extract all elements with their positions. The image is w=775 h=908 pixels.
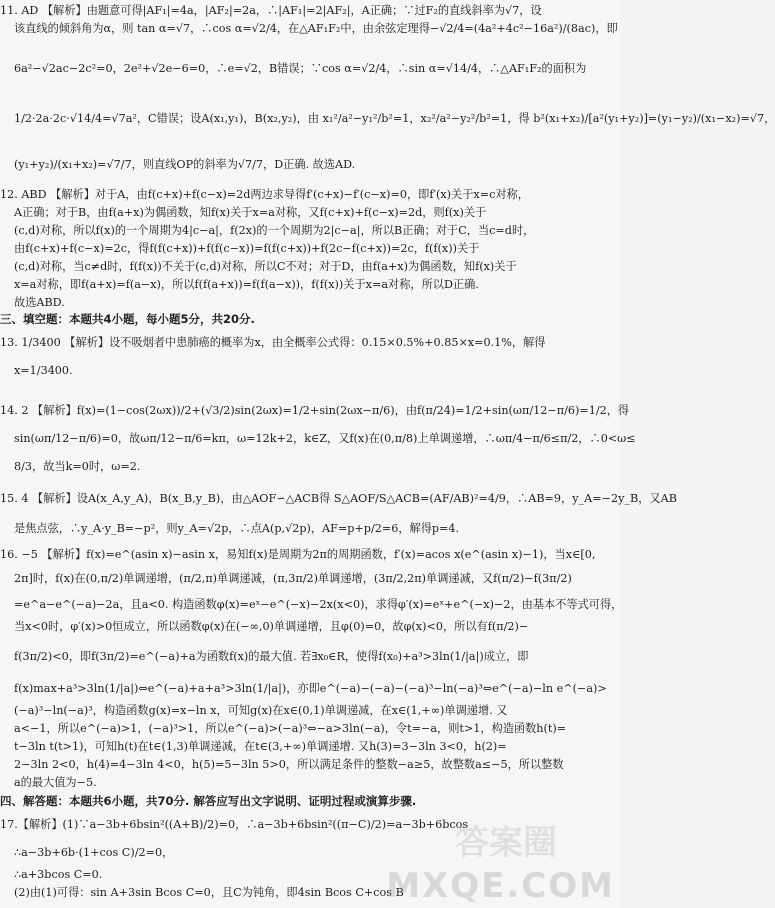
line-11-d: 1/2·2a·2c·√14/4=√7a²，C错误；设A(x₁,y₁)，B(x₂,y₂)，由 x₁²/a²−y₁²/b²=1，x₂²/a²−y₂²/b²=1，得 b²(x₁+x₂)/[a²(y₁+y₂)]=(y₁−y₂)/(x₁−x₂)=√7， [14, 112, 775, 125]
line-16-j: 2−3ln 2<0，h(4)=4−3ln 4<0，h(5)=5−3ln 5>0，所以满足条件的整数−a≥5，故整数a≤−5，所以整数 [14, 758, 564, 771]
line-14-c: 8/3，故当k=0时，ω=2. [14, 460, 141, 473]
line-17-b: ∴a−3b+6b·(1+cos C)/2=0， [14, 846, 174, 859]
line-11-b: 该直线的倾斜角为α，则 tan α=√7，∴cos α=√2/4，在△AF₁F₂中，由余弦定理得−√2/4=(4a²+4c²−16a²)/(8ac)，即 [14, 22, 618, 35]
line-16-c: =e^a−e^(−a)−2a，且a<0. 构造函数φ(x)=eˣ−e^(−x)−2x(x<0)，求得φ′(x)=eˣ+e^(−x)−2，由基本不等式可得， [14, 598, 623, 611]
line-12-b: A正确；对于B，由f(a+x)为偶函数，知f(x)关于x=a对称，又f(c+x)+f(c−x)=2d，则f(x)关于 [14, 206, 487, 219]
line-17-a: 17.【解析】(1)∵a−3b+6bsin²((A+B)/2)=0，∴a−3b+6bsin²((π−C)/2)=a−3b+6bcos [0, 818, 469, 831]
line-12-c: (c,d)对称，所以f(x)的一个周期为4|c−a|，f(2x)的一个周期为2|c−a|，所以B正确；对于C，当c=d时， [14, 224, 535, 237]
line-17-c: ∴a+3bcos C=0. [14, 868, 103, 881]
line-16-h: a<−1，所以e^(−a)>1，(−a)³>1，所以e^(−a)>(−a)³⇔−a>3ln(−a)，令t=−a，则t>1，构造函数h(t)= [14, 722, 567, 735]
line-16-i: t−3ln t(t>1)，可知h(t)在t∈(1,3)单调递减，在t∈(3,+∞)单调递增. 又h(3)=3−3ln 3<0，h(2)= [14, 740, 507, 753]
line-12-e: (c,d)对称，当c≠d时，f(f(x))不关于(c,d)对称，所以C不对；对于D，由f(a+x)为偶函数，知f(x)关于 [14, 260, 517, 273]
section-heading-fill-in: 三、填空题：本题共4小题，每小题5分，共20分. [0, 312, 255, 326]
line-16-e: f(3π/2)<0，即f(3π/2)=e^(−a)+a为函数f(x)的最大值. 若∃x₀∈R，使得f(x₀)+a³>3ln(1/|a|)成立，即 [14, 650, 529, 663]
line-16-a: 16. −5 【解析】f(x)=e^(asin x)−asin x，易知f(x)是周期为2π的周期函数，f′(x)=acos x(e^(asin x)−1)，当x∈[0, [0, 548, 596, 561]
line-12-g: 故选ABD. [14, 296, 65, 309]
line-16-d: 当x<0时，φ′(x)>0恒成立，所以函数φ(x)在(−∞,0)单调递增，且φ(0)=0，故φ(x)<0，所以有f(π/2)− [14, 620, 529, 633]
line-14-b: sin(ωπ/12−π/6)=0，故ωπ/12−π/6=kπ，ω=12k+2，k∈Z，又f(x)在(0,π/8)上单调递增，∴ωπ/4−π/6≤π/2，∴0<ω≤ [14, 432, 636, 445]
watermark-logo: 答案圈 [455, 823, 557, 863]
line-16-f: f(x)max+a³>3ln(1/|a|)⇔e^(−a)+a+a³>3ln(1/|a|)，亦即e^(−a)−(−a)−(−a)³−ln(−a)³⇔e^(−a)−ln e^(−a)> [14, 682, 607, 695]
line-17-d: (2)由(1)可得：sin A+3sin Bcos C=0，且C为钝角，即4sin Bcos C+cos B [14, 886, 404, 899]
section-heading-solutions: 四、解答题：本题共6小题，共70分. 解答应写出文字说明、证明过程或演算步骤. [0, 794, 417, 808]
line-11-a: 11. AD 【解析】由题意可得|AF₁|=4a，|AF₂|=2a，∴|AF₁|=2|AF₂|，A正确；∵过F₂的直线斜率为√7，设 [0, 4, 542, 17]
line-11-c: 6a²−√2ac−2c²=0，2e²+√2e−6=0，∴e=√2，B错误；∵cos α=√2/4，∴sin α=√14/4，∴△AF₁F₂的面积为 [14, 62, 587, 75]
line-16-k: a的最大值为−5. [14, 776, 97, 789]
line-12-d: 由f(c+x)+f(c−x)=2c，得f(f(c+x))+f(f(c−x))=f(f(c+x))+f(2c−f(c+x))=2c，f(f(x))关于 [14, 242, 480, 255]
line-12-a: 12. ABD 【解析】对于A，由f(c+x)+f(c−x)=2d两边求导得f′(c+x)−f′(c−x)=0，即f′(x)关于x=c对称， [0, 188, 529, 201]
line-16-g: (−a)³−ln(−a)³，构造函数g(x)=x−ln x，可知g(x)在x∈(0,1)单调递减，在x∈(1,+∞)单调递增. 又 [14, 704, 508, 717]
line-13-a: 13. 1/3400 【解析】设不吸烟者中患肺癌的概率为x，由全概率公式得：0.15×0.5%+0.85×x=0.1%，解得 [0, 336, 546, 349]
line-15-b: 是焦点弦，∴y_A·y_B=−p²，则y_A=√2p，∴点A(p,√2p)，AF=p+p/2=6，解得p=4. [14, 522, 460, 535]
line-15-a: 15. 4 【解析】设A(x_A,y_A)，B(x_B,y_B)，由△AOF∽△ACB得 S△AOF/S△ACB=(AF/AB)²=4/9，∴AB=9，y_A=−2y_B，又AB [0, 492, 677, 505]
line-14-a: 14. 2 【解析】f(x)=(1−cos(2ωx))/2+(√3/2)sin(2ωx)=1/2+sin(2ωx−π/6)，由f(π/24)=1/2+sin(ωπ/12−π/6)=1/2，得 [0, 404, 630, 417]
line-16-b: 2π]时，f(x)在(0,π/2)单调递增，(π/2,π)单调递减，(π,3π/2)单调递增，(3π/2,2π)单调递减，又f(π/2)−f(3π/2) [14, 572, 572, 585]
line-13-b: x=1/3400. [14, 364, 73, 377]
line-12-f: x=a对称，即f(a+x)=f(a−x)，所以f(f(a+x))=f(f(a−x))，f(f(x))关于x=a对称，所以D正确. [14, 278, 479, 291]
watermark-url: MXQE.COM [386, 866, 615, 906]
line-11-e: (y₁+y₂)/(x₁+x₂)=√7/7，则直线OP的斜率为√7/7，D正确. 故选AD. [14, 158, 356, 171]
